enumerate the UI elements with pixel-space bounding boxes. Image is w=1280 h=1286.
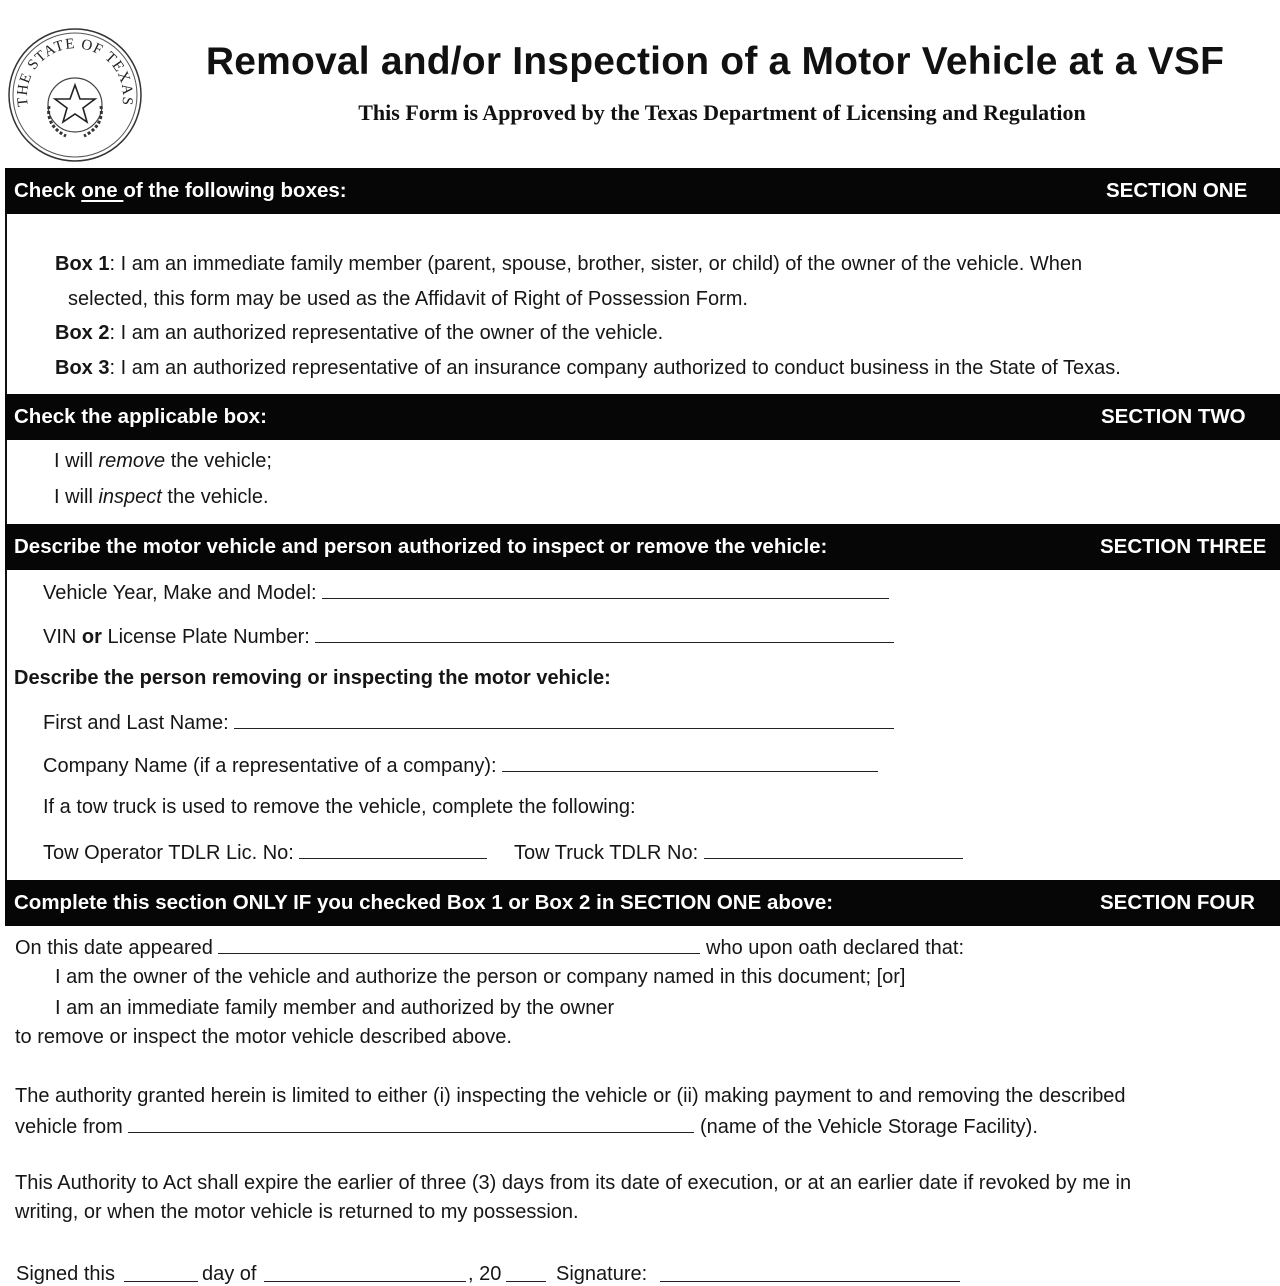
day-of-label: day of [202, 1263, 257, 1285]
signature-input[interactable] [660, 1263, 960, 1282]
signed-day-input[interactable] [124, 1263, 198, 1282]
tow-operator-label: Tow Operator TDLR Lic. No: [43, 842, 294, 864]
form-subtitle: This Form is Approved by the Texas Department of Licensing and Regulation [358, 100, 1086, 125]
section-four-instruction: Complete this section ONLY IF you checked Box 1 or Box 2 in SECTION ONE above: [14, 891, 834, 914]
company-name-input[interactable] [502, 753, 878, 772]
remove-vehicle-option[interactable]: I will remove the vehicle; [54, 450, 272, 472]
section-three-label: SECTION THREE [1100, 535, 1267, 558]
tow-truck-field [514, 840, 963, 865]
tow-operator-input[interactable] [299, 840, 487, 859]
inspect-vehicle-option[interactable]: I will inspect the vehicle. [54, 486, 269, 508]
vehicle-from-label: vehicle from [15, 1116, 123, 1138]
section-one-instruction: Check one of the following boxes: [14, 179, 347, 202]
box-2-text: Box 2: I am an authorized representative of the owner of the vehicle. [55, 322, 664, 344]
person-name-label: First and Last Name: [43, 712, 229, 734]
section-two-instruction: Check the applicable box: [14, 405, 267, 428]
signed-year-input[interactable] [506, 1263, 546, 1282]
vin-plate-field [43, 624, 894, 649]
appeared-label: On this date appeared [15, 937, 213, 959]
signed-this-label: Signed this [16, 1263, 115, 1285]
authority-statement-line-1: The authority granted herein is limited to either (i) inspecting the vehicle or (ii) making payment to and removing the described [15, 1085, 1126, 1107]
expiration-statement-line-2: writing, or when the motor vehicle is returned to my possession. [15, 1201, 579, 1223]
vin-plate-label: VIN or License Plate Number: [43, 626, 310, 648]
person-name-input[interactable] [234, 710, 894, 729]
svg-text:THE STATE OF TEXAS [15, 36, 136, 107]
remove-inspect-statement: to remove or inspect the motor vehicle described above. [15, 1026, 512, 1048]
section-two-label: SECTION TWO [1101, 405, 1246, 428]
vsf-name-input[interactable] [128, 1114, 694, 1133]
oath-label: who upon oath declared that: [706, 937, 965, 959]
section-four-bar [5, 880, 1280, 926]
vehicle-model-field [43, 580, 889, 605]
section-one-bar [5, 168, 1280, 214]
section-four-label: SECTION FOUR [1100, 891, 1255, 914]
company-name-field [43, 753, 878, 778]
box-3-text: Box 3: I am an authorized representative of an insurance company authorized to conduct business in the State of Texas. [55, 357, 1121, 379]
section-three-bar [5, 524, 1280, 570]
section-one-label: SECTION ONE [1106, 179, 1248, 202]
form-title: Removal and/or Inspection of a Motor Vehicle at a VSF [205, 40, 1225, 83]
tow-truck-input[interactable] [704, 840, 963, 859]
vehicle-model-label: Vehicle Year, Make and Model: [43, 582, 317, 604]
person-name-field [43, 710, 894, 735]
section-two-bar [5, 394, 1280, 440]
tow-operator-field [43, 840, 487, 865]
section-one-border [5, 214, 7, 394]
box-1-text: Box 1: I am an immediate family member (parent, spouse, brother, sister, or child) of the owner of the vehicle. When [55, 253, 1083, 275]
vehicle-model-input[interactable] [322, 580, 889, 599]
section-three-instruction: Describe the motor vehicle and person authorized to inspect or remove the vehicle: [14, 535, 828, 558]
section-two-border [5, 440, 7, 524]
year-prefix-label: , 20 [468, 1263, 502, 1285]
vin-plate-input[interactable] [315, 624, 894, 643]
expiration-statement-line-1: This Authority to Act shall expire the earlier of three (3) days from its date of execution, or at an earlier date if revoked by me in [15, 1172, 1132, 1194]
section-three-border [5, 570, 7, 880]
tow-truck-intro: If a tow truck is used to remove the vehicle, complete the following: [43, 796, 636, 818]
family-authorization-option[interactable]: I am an immediate family member and authorized by the owner [55, 997, 615, 1019]
signature-label: Signature: [556, 1263, 648, 1285]
box-1-continuation: selected, this form may be used as the Affidavit of Right of Possession Form. [68, 288, 748, 310]
owner-authorization-option[interactable]: I am the owner of the vehicle and authorize the person or company named in this document; [or] [55, 966, 906, 988]
appeared-line [15, 935, 964, 960]
person-description-heading: Describe the person removing or inspecting the motor vehicle: [14, 667, 611, 689]
vsf-name-field [15, 1114, 1038, 1139]
company-name-label: Company Name (if a representative of a company): [43, 755, 497, 777]
signed-month-input[interactable] [264, 1263, 466, 1282]
appeared-name-input[interactable] [218, 935, 700, 954]
seal-text: THE STATE OF TEXAS [14, 36, 136, 108]
tow-truck-label: Tow Truck TDLR No: [514, 842, 699, 864]
texas-state-seal [6, 26, 144, 164]
vsf-name-hint: (name of the Vehicle Storage Facility). [699, 1116, 1038, 1138]
